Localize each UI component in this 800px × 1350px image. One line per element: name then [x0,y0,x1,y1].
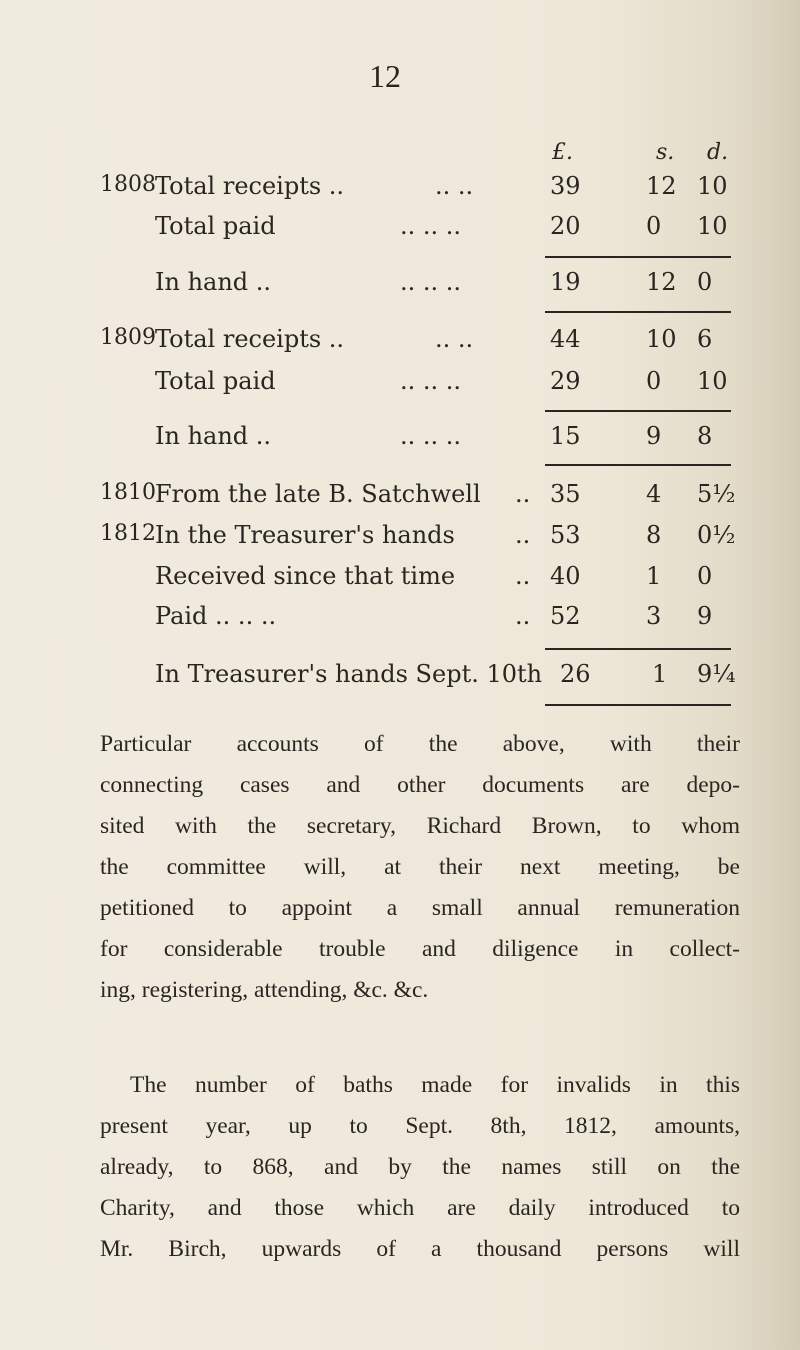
pounds-value: 44 [550,325,581,353]
year: 1809 [100,325,156,350]
leader-dots: .. [515,521,531,549]
pence-value: 9¼ [697,660,736,688]
account-row [0,367,800,407]
text-line: Mr. Birch, upwards of a thousand persons will [100,1236,740,1262]
pence-value: 8 [697,422,713,450]
shillings-value: 12 [646,268,677,296]
shillings-value: 3 [646,602,662,630]
account-row [0,172,800,212]
leader-dots: .. .. .. [400,268,462,296]
pounds-value: 26 [560,660,591,688]
row-label: Total receipts .. [155,172,345,200]
sum-rule [545,256,731,258]
page-number: 12 [369,58,401,94]
text-line: Particular accounts of the above, with their [100,731,740,757]
leader-dots: .. [515,602,531,630]
total-row [0,660,800,700]
leader-dots: .. .. [435,172,474,200]
pence-value: 0 [697,268,713,296]
account-row [0,212,800,252]
account-row [0,422,800,462]
account-row [0,268,800,308]
shillings-header: s. [656,140,675,165]
row-label: In hand .. [155,422,272,450]
row-label: In hand .. [155,268,272,296]
account-row [0,562,800,602]
text-line: ing, registering, attending, &c. &c. [100,977,429,1003]
year: 1810 [100,480,156,505]
sum-rule [545,311,731,313]
pounds-value: 40 [550,562,581,590]
pence-value: 6 [697,325,713,353]
pounds-value: 35 [550,480,581,508]
text-line: the committee will, at their next meeting, be [100,854,740,880]
shillings-value: 8 [646,521,662,549]
account-row [0,602,800,642]
account-row [0,480,800,520]
pounds-value: 19 [550,268,581,296]
account-row [0,325,800,365]
pence-value: 10 [697,212,728,240]
pounds-value: 52 [550,602,581,630]
leader-dots: .. .. .. [400,212,462,240]
row-label: Received since that time [155,562,456,590]
text-line: The number of baths made for invalids in this [130,1072,740,1098]
pounds-value: 53 [550,521,581,549]
pounds-value: 15 [550,422,581,450]
leader-dots: .. .. .. [400,367,462,395]
sum-rule [545,410,731,412]
pence-value: 9 [697,602,713,630]
pounds-value: 29 [550,367,581,395]
text-line: already, to 868, and by the names still on the [100,1154,740,1180]
pence-value: 0½ [697,521,736,549]
leader-dots: .. [515,562,531,590]
pounds-value: 20 [550,212,581,240]
paragraph-accounts [100,724,740,1011]
text-line: present year, up to Sept. 8th, 1812, amounts, [100,1113,740,1139]
row-label: Paid .. .. .. [155,602,277,630]
shillings-value: 10 [646,325,677,353]
account-row [0,521,800,561]
row-label: Total paid [155,367,276,395]
text-line: for considerable trouble and diligence in collect- [100,936,740,962]
shillings-value: 1 [652,660,668,688]
pounds-header: £. [552,140,573,165]
paragraph-baths [100,1065,740,1270]
year: 1808 [100,172,156,197]
text-line: petitioned to appoint a small annual remuneration [100,895,740,921]
shillings-value: 1 [646,562,662,590]
sum-rule [545,464,731,466]
shillings-value: 9 [646,422,662,450]
pence-value: 10 [697,172,728,200]
pence-value: 0 [697,562,713,590]
pounds-value: 39 [550,172,581,200]
text-line: sited with the secretary, Richard Brown, to whom [100,813,740,839]
total-label: In Treasurer's hands Sept. 10th [155,660,543,688]
shillings-value: 0 [646,367,662,395]
shillings-value: 4 [646,480,662,508]
pence-value: 10 [697,367,728,395]
shillings-value: 12 [646,172,677,200]
pence-header: d. [707,140,729,165]
leader-dots: .. .. [435,325,474,353]
shillings-value: 0 [646,212,662,240]
sum-rule [545,648,731,650]
leader-dots: .. [515,480,531,508]
text-line: connecting cases and other documents are depo- [100,772,740,798]
pence-value: 5½ [697,480,736,508]
sum-rule [545,704,731,706]
row-label: Total paid [155,212,276,240]
leader-dots: .. .. .. [400,422,462,450]
row-label: From the late B. Satchwell [155,480,481,508]
text-line: Charity, and those which are daily introduced to [100,1195,740,1221]
row-label: In the Treasurer's hands [155,521,455,549]
row-label: Total receipts .. [155,325,345,353]
year: 1812 [100,521,156,546]
